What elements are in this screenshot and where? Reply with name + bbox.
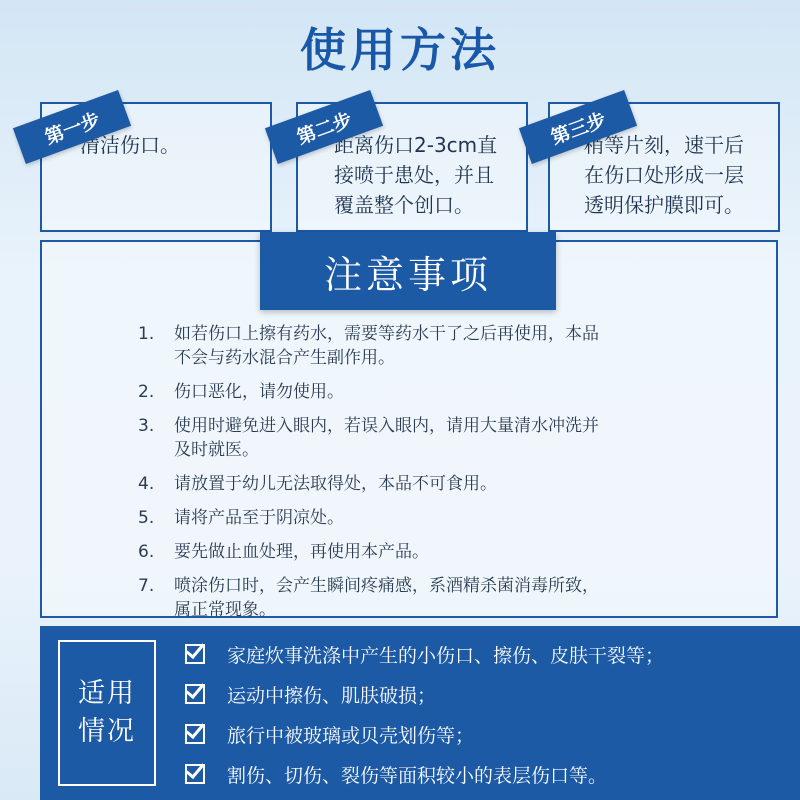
step-3-tag: 第三步 [519, 90, 637, 164]
applicable-item: 运动中擦伤、肌肤破损； [185, 674, 785, 714]
list-item: 3. 使用时避免进入眼内，若误入眼内，请用大量清水冲洗并 及时就医。 [138, 416, 599, 460]
checkbox-icon [185, 724, 205, 744]
notes-heading [260, 232, 556, 310]
step-3-text: 稍等片刻，速干后 在伤口处形成一层 透明保护膜即可。 [584, 133, 744, 217]
list-item: 2. 伤口恶化，请勿使用。 [138, 382, 344, 402]
applicable-label: 适用 情况 [58, 640, 156, 786]
step-1-text: 清洁伤口。 [80, 133, 180, 157]
list-item: 7. 喷涂伤口时，会产生瞬间疼痛感，系酒精杀菌消毒所致， 属正常现象。 [138, 576, 599, 620]
applicable-list [185, 634, 785, 794]
checkbox-icon [185, 644, 205, 664]
checkbox-icon [185, 684, 205, 704]
applicable-item: 旅行中被玻璃或贝壳划伤等； [185, 714, 785, 754]
page-title: 使用方法 [300, 23, 500, 77]
step-2-tag: 第二步 [265, 90, 383, 164]
step-2-text: 距离伤口2-3cm直 接喷于患处，并且 覆盖整个创口。 [334, 133, 498, 217]
notes-list [138, 322, 728, 632]
checkbox-icon [185, 764, 205, 784]
list-item: 5. 请将产品至于阴凉处。 [138, 508, 344, 528]
step-1-tag: 第一步 [13, 90, 131, 164]
applicable-item: 割伤、切伤、裂伤等面积较小的表层伤口等。 [185, 754, 785, 794]
list-item: 4. 请放置于幼儿无法取得处，本品不可食用。 [138, 474, 497, 494]
list-item: 1. 如若伤口上擦有药水，需要等药水干了之后再使用，本品 不会与药水混合产生副作用。 [138, 324, 599, 368]
applicable-item: 家庭炊事洗涤中产生的小伤口、擦伤、皮肤干裂等； [185, 634, 785, 674]
applicable-panel [40, 626, 800, 800]
list-item: 6. 要先做止血处理，再使用本产品。 [138, 542, 429, 562]
notes-heading-text: 注意事项 [323, 252, 492, 297]
